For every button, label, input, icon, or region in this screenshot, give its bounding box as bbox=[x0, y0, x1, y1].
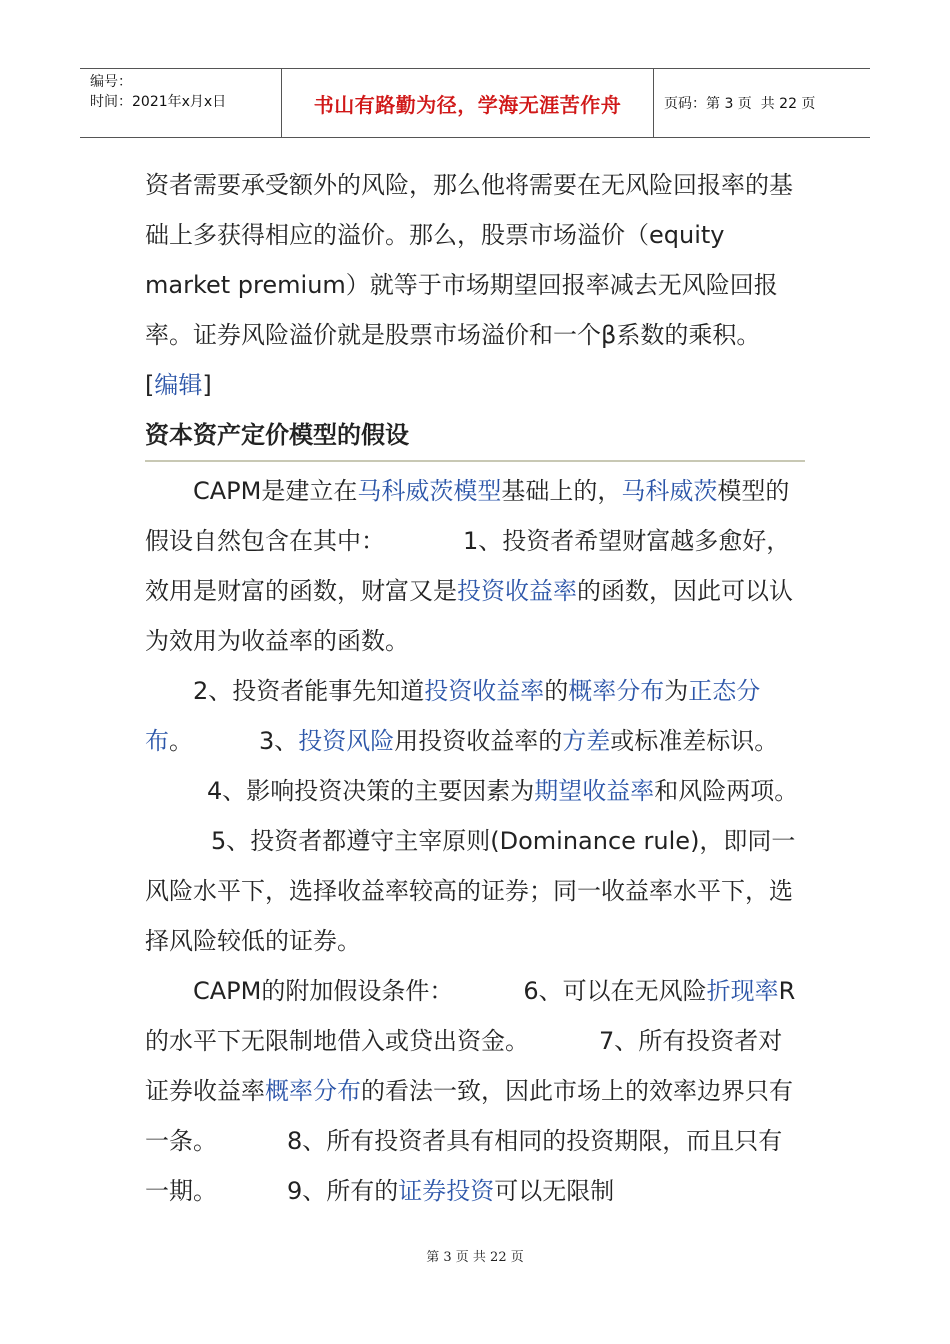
text: 4、影响投资决策的主要因素为 bbox=[207, 777, 535, 805]
text: 。 bbox=[169, 727, 193, 755]
text: 用投资收益率的 bbox=[394, 727, 563, 755]
text: R的水平下无限制地借入或贷出资金。 bbox=[145, 977, 796, 1055]
text: 5、投资者都遵守主宰原则(Dominance rule)，即同一风险水平下，选择收益率较高的证券；同一收益率水平下，选择风险较低的证券。 bbox=[145, 827, 796, 955]
text: 7、所有投资者对证券收益率 bbox=[145, 1027, 783, 1105]
text: 的看法一致，因此市场上的效率边界只有一条。 bbox=[145, 1077, 793, 1155]
paragraph-risk-premium bbox=[145, 160, 805, 410]
paragraph-assumptions-3 bbox=[145, 766, 805, 966]
link-markowitz[interactable]: 马科威茨 bbox=[621, 477, 718, 505]
document-body bbox=[145, 160, 805, 1216]
link-investment-return[interactable]: 投资收益率 bbox=[457, 577, 577, 605]
text: 模型的假设自然包含在其中： bbox=[145, 477, 790, 555]
page-info: 页码：第 3 页 共 22 页 bbox=[664, 96, 816, 112]
link-expected-return[interactable]: 期望收益率 bbox=[534, 777, 655, 805]
link-probability-distribution[interactable]: 概率分布 bbox=[568, 677, 665, 705]
link-securities-investment[interactable]: 证券投资 bbox=[398, 1177, 495, 1205]
link-normal-distribution[interactable]: 正态分布 bbox=[145, 677, 761, 755]
link-discount-rate[interactable]: 折现率 bbox=[706, 977, 779, 1005]
text: CAPM的附加假设条件： bbox=[193, 977, 454, 1005]
text: 的 bbox=[544, 677, 569, 705]
text: 和风险两项。 bbox=[654, 777, 799, 805]
header-motto-cell bbox=[282, 69, 654, 137]
paragraph-assumptions-2 bbox=[145, 666, 805, 766]
text: 或标准差标识。 bbox=[610, 727, 779, 755]
paragraph-assumptions-1 bbox=[145, 466, 805, 666]
link-investment-return-2[interactable]: 投资收益率 bbox=[424, 677, 545, 705]
heading-divider bbox=[145, 460, 805, 462]
bracket-close: ] bbox=[202, 371, 212, 399]
text: CAPM是建立在 bbox=[193, 477, 358, 505]
text: 9、所有的 bbox=[287, 1177, 399, 1205]
section-heading: 资本资产定价模型的假设 bbox=[145, 421, 409, 449]
text: 可以无限制 bbox=[494, 1177, 615, 1205]
text: 2、投资者能事先知道 bbox=[193, 677, 425, 705]
document-header bbox=[80, 68, 870, 138]
link-markowitz-model[interactable]: 马科威茨模型 bbox=[357, 477, 502, 505]
number-label: 编号： bbox=[90, 74, 132, 90]
link-investment-risk[interactable]: 投资风险 bbox=[298, 727, 395, 755]
text: 为 bbox=[664, 677, 689, 705]
header-meta-cell bbox=[80, 69, 282, 137]
edit-link[interactable]: 编辑 bbox=[154, 371, 203, 399]
page-footer: 第 3 页 共 22 页 bbox=[426, 1250, 524, 1265]
bracket-open: [ bbox=[145, 371, 155, 399]
text: 的函数，因此可以认为效用为收益率的函数。 bbox=[145, 577, 793, 655]
paragraph-additional-assumptions bbox=[145, 966, 805, 1216]
paragraph-text: 资者需要承受额外的风险，那么他将需要在无风险回报率的基础上多获得相应的溢价。那么，股票市场溢价（equity market premium）就等于市场期望回报率减去无风险回报率。证券风险溢价就是股票市场溢价和一个β系数的乘积。 bbox=[145, 171, 793, 349]
text: 基础上的， bbox=[501, 477, 622, 505]
text: 8、所有投资者具有相同的投资期限，而且只有一期。 bbox=[145, 1127, 783, 1205]
text: 6、可以在无风险 bbox=[523, 977, 707, 1005]
text: 3、 bbox=[259, 727, 299, 755]
date-label: 时间：2021年x月x日 bbox=[90, 94, 227, 110]
link-probability-distribution-2[interactable]: 概率分布 bbox=[265, 1077, 361, 1105]
text: 1、投资者希望财富越多愈好，效用是财富的函数，财富又是 bbox=[145, 527, 791, 605]
motto-text: 书山有路勤为径，学海无涯苦作舟 bbox=[313, 92, 622, 117]
header-page-cell bbox=[654, 69, 870, 137]
link-variance[interactable]: 方差 bbox=[562, 727, 611, 755]
